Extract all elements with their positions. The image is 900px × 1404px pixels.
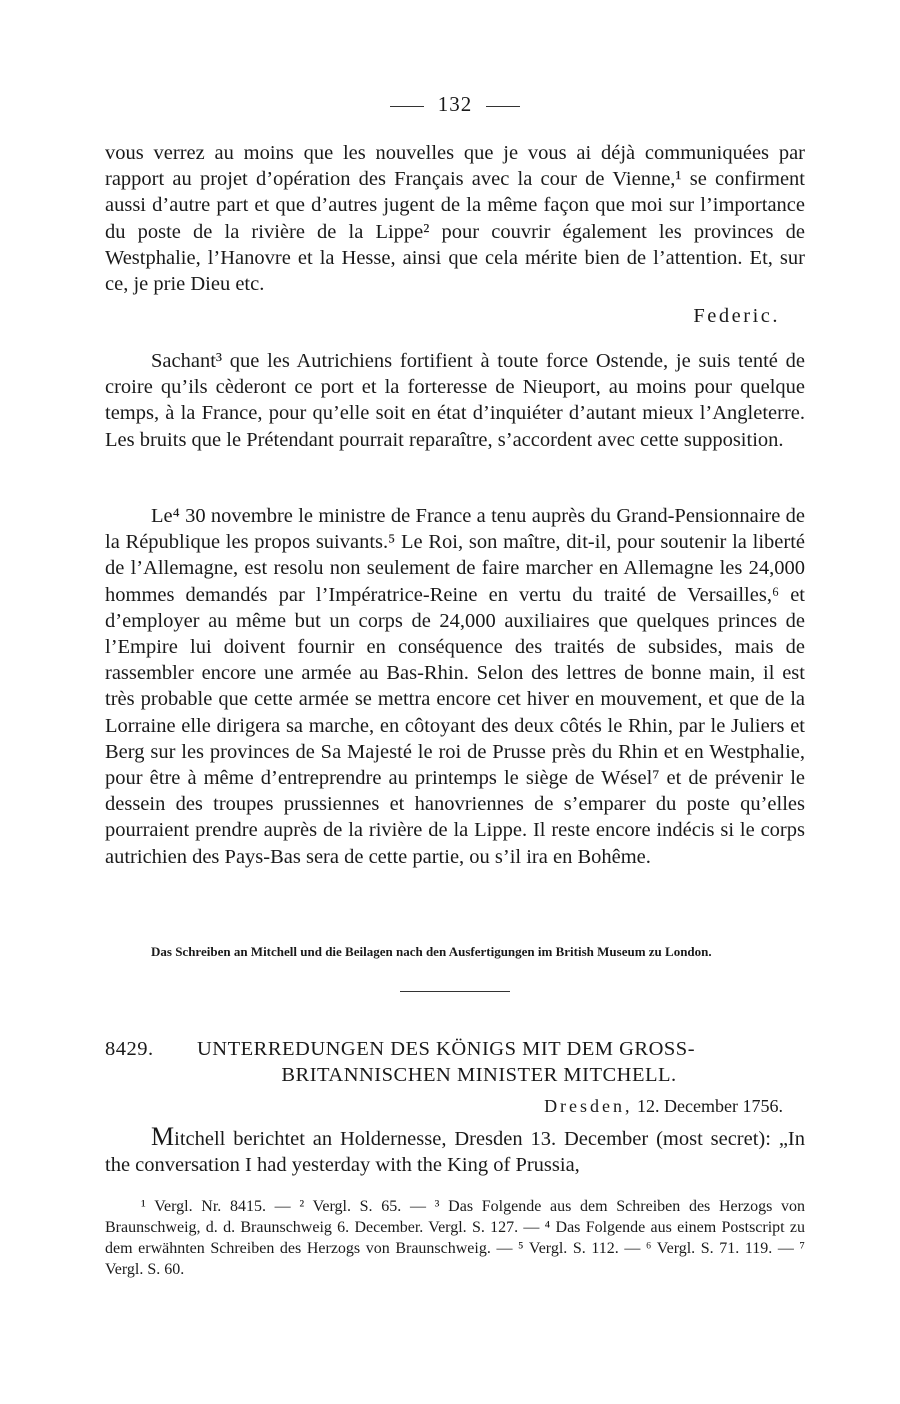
- book-page: [105, 0, 805, 1404]
- enclosure-paragraph-1: Sachant³ que les Autrichiens fortifient à toute force Ostende, je suis tenté de croire qu’ils cèderont ce port et la forteresse de Nieuport, au moins pour quelque temps, à la France, pour qu’elle soit en état d’inquiéter d’autant mieux l’Angleterre. Les bruits que le Prétendant pourrait reparaître, s’accordent avec cette supposition.: [105, 350, 805, 451]
- document-number: 8429.: [105, 1038, 154, 1060]
- dateline-place: Dresden,: [544, 1096, 633, 1116]
- footnotes: ¹ Vergl. Nr. 8415. — ² Vergl. S. 65. — ³ Das Folgende aus dem Schreiben des Herzogs von Braunschweig, d. d. Braunschweig 6. December. Vergl. S. 127. — ⁴ Das Folgende aus einem Postscript zu dem erwähnten Schreiben des Herzogs von Braunschweig. — ⁵ Vergl. S. 112. — ⁶ Vergl. S. 71. 119. — ⁷ Vergl. S. 60.: [105, 1198, 805, 1278]
- document-body-paragraph: [105, 1124, 805, 1178]
- page-number: 132: [437, 92, 473, 116]
- document-title-line1: UNTERREDUNGEN DES KÖNIGS MIT DEM GROSS-: [197, 1038, 696, 1060]
- document-body-text: itchell berichtet an Holdernesse, Dresden 13. December (most secret): „In the conversation I had yesterday with the King of Prussia,: [105, 1128, 805, 1177]
- section-divider: [400, 991, 510, 992]
- header-rule-left: [390, 106, 424, 107]
- source-note: Das Schreiben an Mitchell und die Beilagen nach den Ausfertigungen im British Museum zu London.: [151, 944, 712, 959]
- document-title-line2: BRITANNISCHEN MINISTER MITCHELL.: [281, 1064, 677, 1086]
- page-header: [105, 92, 805, 117]
- header-rule-right: [486, 106, 520, 107]
- enclosure-paragraph-2: Le⁴ 30 novembre le ministre de France a tenu auprès du Grand-Pensionnaire de la République les propos suivants.⁵ Le Roi, son maître, dit-il, pour soutenir la liberté de l’Allemagne, est resolu non seulement de faire marcher en Allemagne les 24,000 hommes demandés par l’Impératrice-Reine en vertu du traité de Versailles,⁶ et d’employer au même but un corps de 24,000 auxiliaires que quelques princes de l’Empire lui doivent fournir en conséquence des traités de subsides, mais de rassembler encore une armée au Bas-Rhin. Selon des lettres de bonne main, il est très probable que cette armée se mettra encore cet hiver en mouvement, et que de la Lorraine elle dirigera sa marche, en côtoyant des deux côtés le Rhin, par le Juliers et Berg sur les provinces de Sa Majesté le roi de Prusse près du Rhin et en Westphalie, pour être à même d’entreprendre au printemps le siège de Wésel⁷ et de prévenir le dessein des troupes prussiennes et hanovriennes de s’emparer du poste qu’elles pourraient prendre auprès de la rivière de la Lippe. Il reste encore indécis si le corps autrichien des Pays-Bas sera de cette partie, ou s’il ira en Bohême.: [105, 505, 805, 868]
- signature: Federic.: [693, 305, 780, 327]
- letter-closing-paragraph: vous verrez au moins que les nouvelles que je vous ai déjà communiquées par rapport au projet d’opération des Français avec la cour de Vienne,¹ se confirment aussi d’autre part et que d’autres jugent de la même façon que moi sur l’importance du poste de la rivière de la Lippe² pour couvrir également les provinces de Westphalie, l’Hanovre et la Hesse, ainsi que cela mérite bien de l’attention. Et, sur ce, je prie Dieu etc.: [105, 142, 805, 296]
- dateline: [544, 1096, 783, 1117]
- document-heading: [105, 1036, 805, 1088]
- lead-initial: M: [151, 1122, 175, 1151]
- dateline-date: 12. December 1756.: [637, 1096, 783, 1116]
